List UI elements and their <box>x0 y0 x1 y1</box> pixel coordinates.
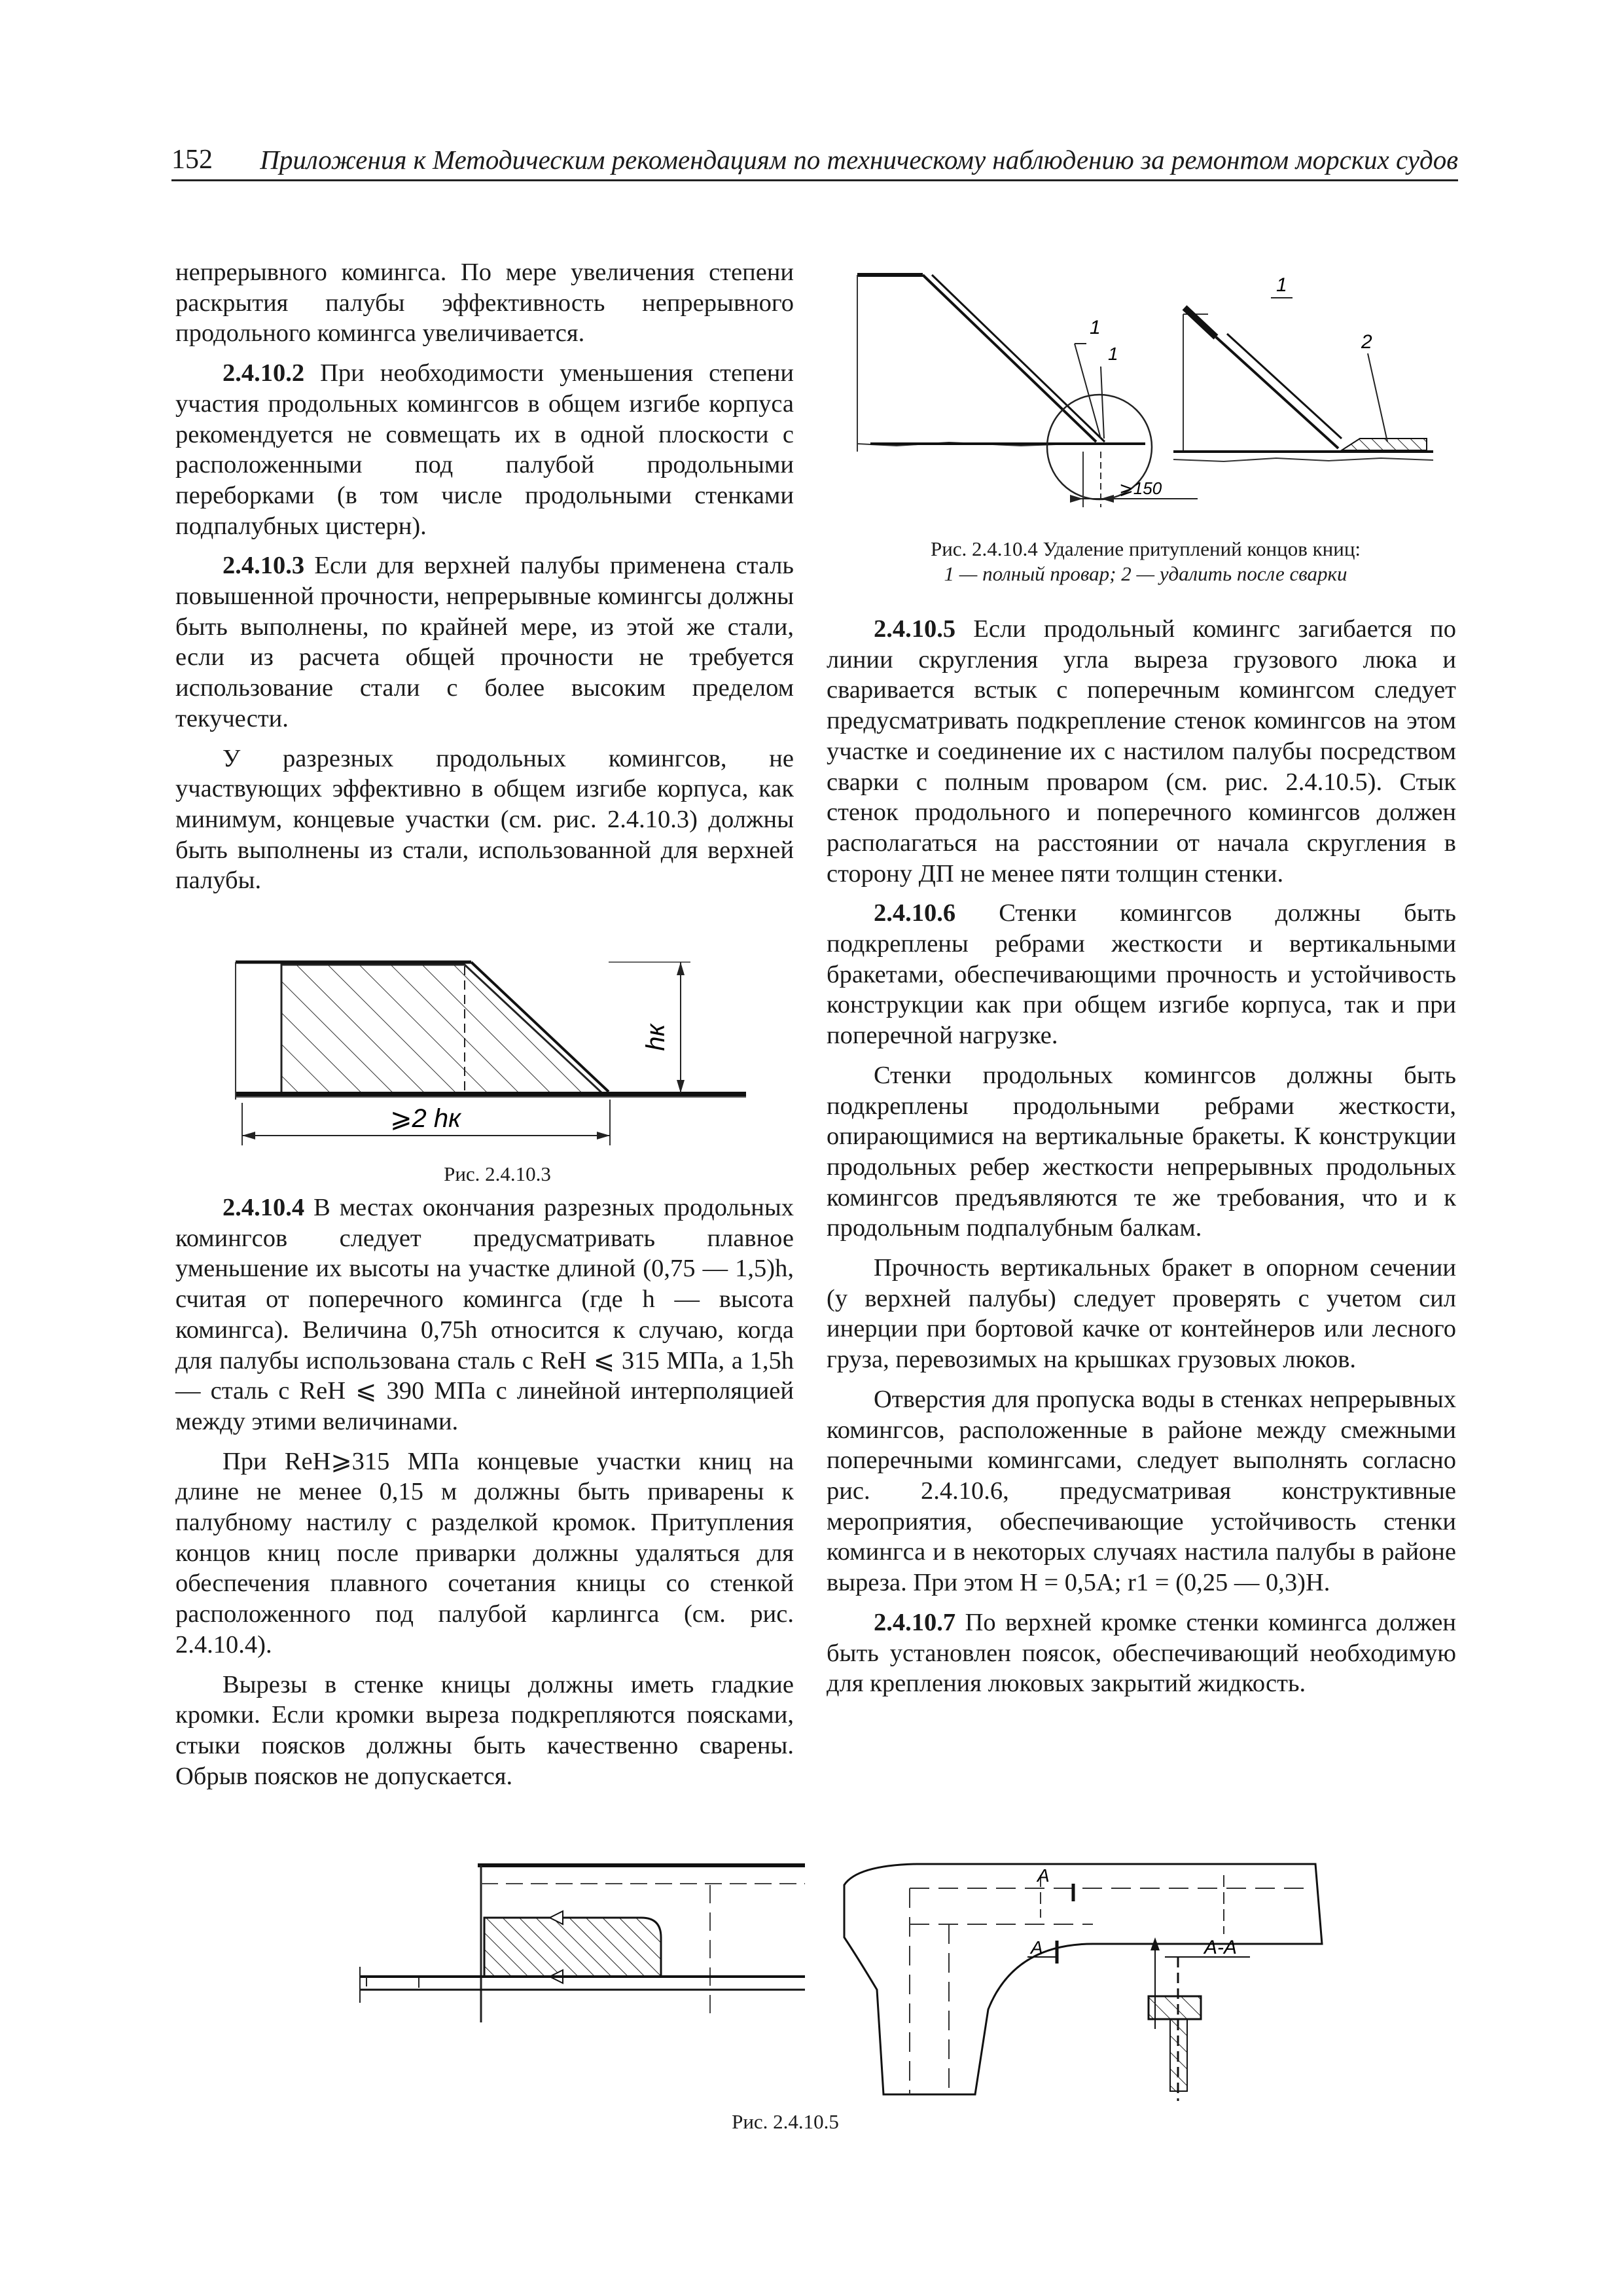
figure-caption: Рис. 2.4.10.4 Удаление притуплений концов книц: 1 — полный провар; 2 — удалить после сварки <box>930 537 1361 585</box>
running-title: Приложения к Методическим рекомендациям по техническому наблюдению за ремонтом морских судов <box>260 145 1458 175</box>
running-header <box>171 143 1458 181</box>
right-column <box>827 614 1456 1708</box>
section-label-aa: А-А <box>1204 1937 1238 1958</box>
label-1-lower: 1 <box>1108 344 1118 364</box>
paragraph: 2.4.10.4 В местах окончания разрезных продольных комингсов следует предусматривать плавное уменьшение их высоты на участке длиной (0,75 — 1,5)h, считая от поперечного комингса (где h — высота комингса). Величина 0,75h относится к случаю, когда для палубы использована сталь с ReH ⩽ 315 МПа, а 1,5h — сталь с ReH ⩽ 390 МПа с линейной интерполяцией между этими величинами. <box>175 1194 794 1435</box>
paragraph: Стенки продольных комингсов должны быть подкреплены продольными ребрами жесткости, опирающимися на вертикальные бракеты. К конструкции продольных ребер жесткости непрерывных продольных комингсов предъявляются те же требования, что и к продольным подпалубным балкам. <box>827 1061 1456 1242</box>
page-number: 152 <box>171 145 213 175</box>
paragraph: 2.4.10.7 По верхней кромке стенки комингса должен быть установлен поясок, обеспечивающий необходимую для крепления люковых закрытий жидкость. <box>827 1608 1456 1698</box>
figure-2-4-10-4 <box>857 262 1453 517</box>
paragraph: 2.4.10.5 Если продольный комингс загибается по линии скругления угла выреза грузового люка и сваривается встык с поперечным комингсом следует предусматривать подкрепление стенок комингсов на этом участке и соединение их с настилом палубы посредством сварки с полным проваром (см. рис. 2.4.10.5). Стык стенок продольного и поперечного комингсов должен располагаться на расстоянии от начала скругления в сторону ДП не менее пяти толщин стенки. <box>827 615 1456 888</box>
dim-150-label: ⩾150 <box>1119 478 1162 498</box>
left-column-top <box>175 257 794 905</box>
paragraph: У разрезных продольных комингсов, не участвующих эффективно в общем изгибе корпуса, как минимум, концевые участки (см. рис. 2.4.10.3) должны быть выполнены из стали, использованной для верхней палубы. <box>175 744 794 895</box>
figure-2-4-10-3 <box>236 936 772 1152</box>
dim-height-label: hк <box>641 1024 670 1051</box>
paragraph: непрерывного комингса. По мере увеличения степени раскрытия палубы эффективность непрерывного продольного комингса увеличивается. <box>175 259 794 348</box>
paragraph: Отверстия для пропуска воды в стенках непрерывных комингсов, расположенные в районе между смежными поперечными комингсами, следует выполнять согласно рис. 2.4.10.6, предусматривая конструктивные мероприятия, обеспечивающие устойчивость стенки комингса и в некоторых случаях настила палубы в районе выреза. При этом H = 0,5A; r1 = (0,25 — 0,3)H. <box>827 1385 1456 1597</box>
left-column-bottom <box>175 1193 794 1801</box>
paragraph: Вырезы в стенке кницы должны иметь гладкие кромки. Если кромки выреза подкрепляются поясками, стыки поясков должны быть качественно сварены. Обрыв поясков не допускается. <box>175 1670 794 1790</box>
figure-2-4-10-5 <box>360 1859 1472 2121</box>
dim-length-label: ⩾2 hк <box>389 1104 461 1133</box>
paragraph: При ReH⩾315 МПа концевые участки книц на длине не менее 0,15 м должны быть приварены к палубному настилу с разделкой кромок. Притупления концов книц после приварки должны удаляться для обеспечения плавного сочетания кницы со стенкой расположенного под палубой карлингса (см. рис. 2.4.10.4). <box>175 1447 794 1659</box>
paragraph: 2.4.10.6 Стенки комингсов должны быть подкреплены ребрами жесткости и вертикальными бракетами, обеспечивающими прочность и устойчивость конструкции как при общем изгибе корпуса, так и при поперечной нагрузке. <box>827 899 1456 1050</box>
label-1-upper: 1 <box>1090 317 1101 338</box>
label-1-right: 1 <box>1276 274 1287 296</box>
paragraph: Прочность вертикальных бракет в опорном сечении (у верхней палубы) следует проверять с учетом сил инерции при бортовой качке от контейнеров или лесного груза, перевозимых на крышках грузовых люков. <box>827 1254 1456 1374</box>
paragraph: 2.4.10.2 При необходимости уменьшения степени участия продольных комингсов в общем изгибе корпуса рекомендуется не совмещать их в одной плоскости с расположенными под палубой продольными переборками (в том числе продольными стенками подпалубных цистерн). <box>175 359 794 540</box>
figure-caption: Рис. 2.4.10.5 <box>732 2110 839 2133</box>
label-2: 2 <box>1361 331 1372 353</box>
figure-caption: Рис. 2.4.10.3 <box>444 1162 551 1185</box>
marker-a-top: А <box>1037 1865 1050 1886</box>
marker-a-left: А <box>1031 1937 1043 1958</box>
paragraph: 2.4.10.3 Если для верхней палубы применена сталь повышенной прочности, непрерывные комингсы должны быть выполнены, по крайней мере, из этой же стали, если из расчета общей прочности не требуется использование стали с более высоким пределом текучести. <box>175 552 794 732</box>
